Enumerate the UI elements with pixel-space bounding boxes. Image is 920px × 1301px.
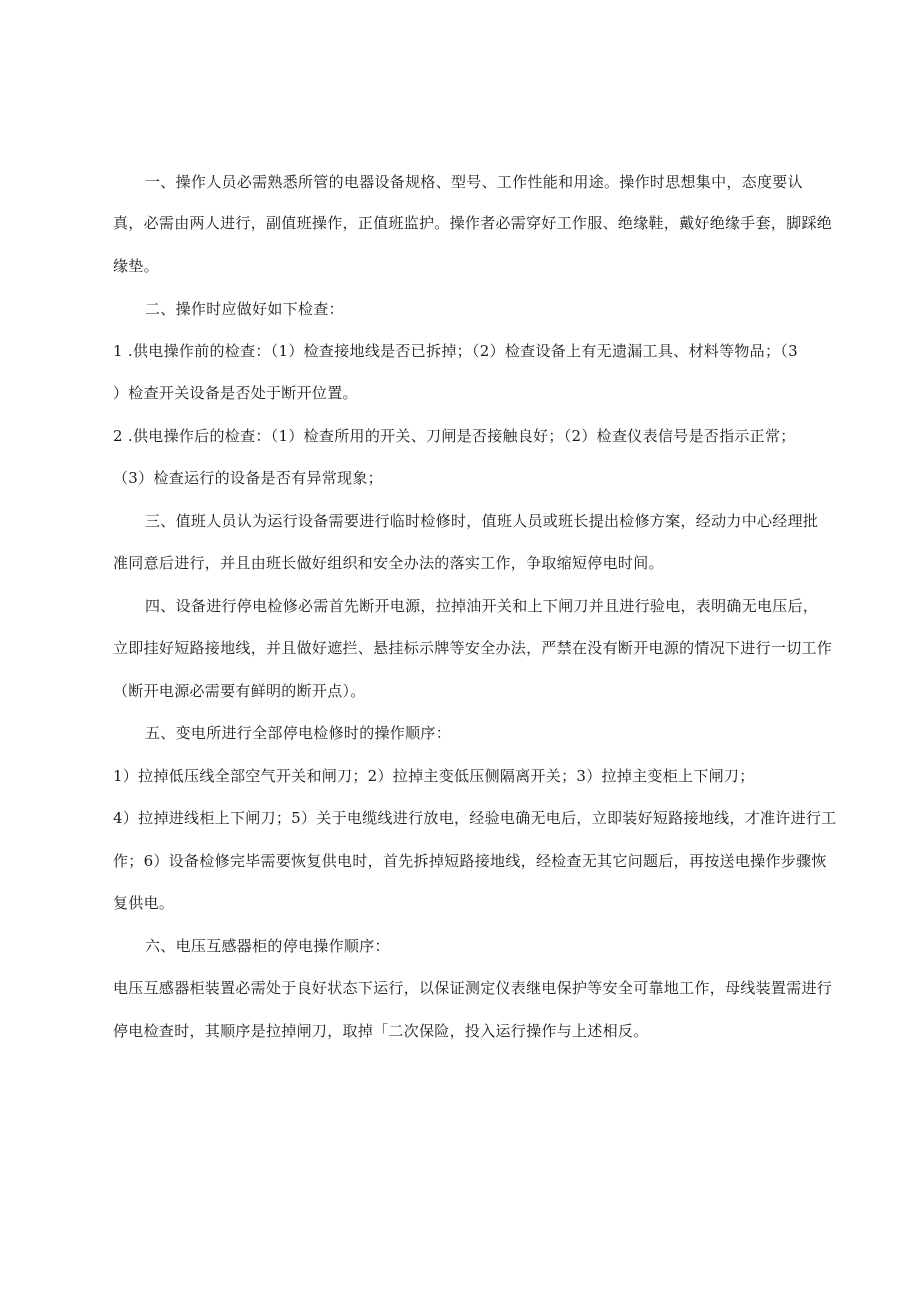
section-2-item-1-line-1: 1 .供电操作前的检查：（1）检查接地线是否已拆掉；（2）检查设备上有无遗漏工具、材料等物品；（3	[113, 342, 798, 360]
section-1-line-2: 真，必需由两人进行，副值班操作，正值班监护。操作者必需穿好工作服、绝缘鞋，戴好绝缘手套，脚踩绝	[113, 214, 833, 232]
section-2-heading: 二、操作时应做好如下检查：	[145, 300, 344, 318]
section-4-line-1: 四、设备进行停电检修必需首先断开电源，拉掉油开关和上下闸刀并且进行验电，表明确无电压后，	[145, 597, 819, 615]
section-2-item-2-line-2: （3）检查运行的设备是否有异常现象；	[113, 469, 383, 487]
section-6-line-1: 电压互感器柜装置必需处于良好状态下运行，以保证测定仪表继电保护等安全可靠地工作，母线装置需进行	[113, 979, 833, 997]
section-6-line-2: 停电检查时，其顺序是拉掉闸刀，取掉「二次保险，投入运行操作与上述相反。	[113, 1022, 649, 1040]
section-3-line-1: 三、值班人员认为运行设备需要进行临时检修时，值班人员或班长提出检修方案，经动力中心经理批	[145, 512, 819, 530]
section-3-line-2: 准同意后进行，并且由班长做好组织和安全办法的落实工作，争取缩短停电时间。	[113, 554, 664, 572]
section-4-line-2: 立即挂好短路接地线，并且做好遮拦、悬挂标示牌等安全办法，严禁在没有断开电源的情况下进行一切工作	[113, 639, 833, 657]
section-2-item-2-line-1: 2 .供电操作后的检查：（1）检查所用的开关、刀闸是否接触良好；（2）检查仪表信号是否指示正常；	[113, 427, 796, 445]
section-5-heading: 五、变电所进行全部停电检修时的操作顺序：	[145, 724, 452, 742]
section-1-line-3: 缘垫。	[113, 257, 159, 275]
section-5-line-4: 复供电。	[113, 894, 175, 912]
section-6-heading: 六、电压互感器柜的停电操作顺序：	[145, 937, 390, 955]
section-5-line-3: 作；6）设备检修完毕需要恢复供电时，首先拆掉短路接地线，经检查无其它问题后，再按送电操作步骤恢	[113, 852, 827, 870]
section-5-line-1: 1）拉掉低压线全部空气开关和闸刀；2）拉掉主变低压侧隔离开关；3）拉掉主变柜上下闸刀；	[113, 767, 755, 785]
section-2-item-1-line-2: ）检查开关设备是否处于断开位置。	[113, 384, 358, 402]
section-1-line-1: 一、操作人员必需熟悉所管的电器设备规格、型号、工作性能和用途。操作时思想集中，态度要认	[145, 173, 803, 191]
section-4-line-3: （断开电源必需要有鲜明的断开点）。	[113, 682, 366, 700]
section-5-line-2: 4）拉掉进线柜上下闸刀；5）关于电缆线进行放电，经验电确无电后，立即装好短路接地线，才准许进行工	[113, 809, 837, 827]
